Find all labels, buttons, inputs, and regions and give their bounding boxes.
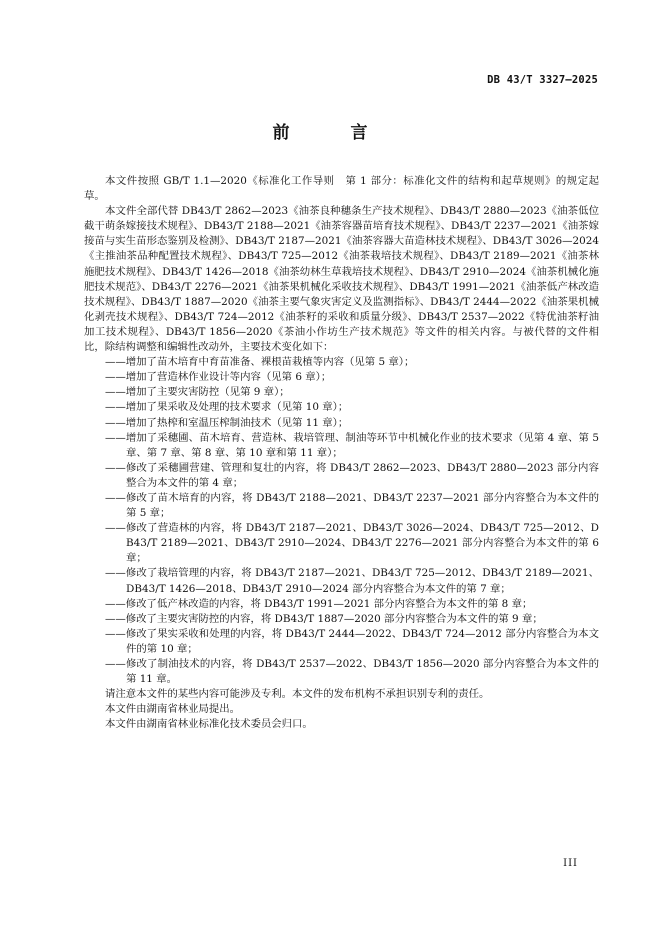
intro-paragraph: 本文件按照 GB/T 1.1—2020《标准化工作导则 第 1 部分：标准化文件的结构和起草规则》的规定起草。 — [84, 175, 599, 203]
replace-paragraph: 本文件全部代替 DB43/T 2862—2023《油茶良种穗条生产技术规程》、DB43/T 2880—2023《油茶低位截干萌条嫁接技术规程》、DB43/T 2188—2021《油茶容器苗培育技术规程》、DB43/T 2237—2021《油茶嫁接苗与实生苗形态鉴别及检测》、DB43/T 2187—2021《油茶容器大苗造林技术规程》、DB43/T 3026—2024《主推油茶品种配置技术规程》、DB43/T 725—2012《油茶栽培技术规程》、DB43/T 2189—2021《油茶林施肥技术规程》、DB43/T 1426—2018《油茶幼林生草栽培技术规程》、DB43/T 2910—2024《油茶机械化施肥技术规范》、DB43/T 2276—2021《油茶果机械化采收技术规程》、DB43/T 1991—2021《油茶低产林改造技术规程》、DB43/T 1887—2020《油茶主要气象灾害定义及监测指标》、DB43/T 2444—2022《油茶果机械化剥壳技术规程》、DB43/T 724—2012《油茶籽的采收和质量分级》、DB43/T 2537—2022《特优油茶籽油加工技术规程》、DB43/T 1856—2020《茶油小作坊生产技术规范》等文件的相关内容。与被代替的文件相比，除结构调整和编辑性改动外，主要技术变化如下： — [84, 205, 599, 354]
change-item: ——修改了苗木培育的内容，将 DB43/T 2188—2021、DB43/T 2237—2021 部分内容整合为本文件的第 5 章； — [105, 491, 599, 520]
change-item: ——修改了制油技术的内容，将 DB43/T 2537—2022、DB43/T 1856—2020 部分内容整合为本文件的第 11 章。 — [105, 658, 599, 686]
change-item: ——修改了主要灾害防控的内容，将 DB43/T 1887—2020 部分内容整合为本文件的第 9 章； — [105, 612, 543, 625]
change-item: ——增加了采穗圃、苗木培育、营造林、栽培管理、制油等环节中机械化作业的技术要求（见第 4 章、第 5 章、第 7 章、第 8 章、第 10 章和第 11 章）； — [105, 431, 599, 459]
change-item: ——增加了营造林作业设计等内容（见第 6 章）； — [105, 371, 332, 384]
document-body — [84, 174, 599, 732]
change-item: ——修改了采穗圃营建、管理和复壮的内容，将 DB43/T 2862—2023、DB43/T 2880—2023 部分内容整合为本文件的第 4 章； — [105, 461, 599, 489]
page-number: III — [563, 858, 578, 869]
changes-list — [84, 355, 599, 687]
change-item: ——增加了主要灾害防控（见第 9 章）； — [105, 386, 290, 399]
administrator-statement: 本文件由湖南省林业标准化技术委员会归口。 — [105, 718, 313, 731]
change-item: ——修改了低产林改造的内容，将 DB43/T 1991—2021 部分内容整合为本文件的第 8 章； — [105, 597, 533, 610]
change-item: ——增加了苗木培育中育苗准备、裸根苗栽植等内容（见第 5 章）； — [105, 356, 415, 369]
change-item: ——修改了栽培管理的内容，将 DB43/T 2187—2021、DB43/T 725—2012、DB43/T 2189—2021、DB43/T 1426—2018、DB43/T 2910—2024 部分内容整合为本文件的第 7 章； — [105, 567, 599, 595]
change-item: ——增加了果采收及处理的技术要求（见第 10 章）； — [105, 401, 349, 414]
proposer-statement: 本文件由湖南省林业局提出。 — [105, 703, 241, 716]
change-item: ——增加了热榨和室温压榨制油技术（见第 11 章）； — [105, 416, 349, 429]
change-item: ——修改了果实采收和处理的内容，将 DB43/T 2444—2022、DB43/T 724—2012 部分内容整合为本文件的第 10 章； — [105, 627, 599, 655]
change-item: ——修改了营造林的内容，将 DB43/T 2187—2021、DB43/T 3026—2024、DB43/T 725—2012、DB43/T 2189—2021、DB43/T 2910—2024、DB43/T 2276—2021 部分内容整合为本文件的第 6 章； — [105, 522, 599, 565]
page-title: 前 言 — [272, 123, 390, 143]
standard-code: DB 43/T 3327—2025 — [487, 74, 598, 86]
patent-notice: 请注意本文件的某些内容可能涉及专利。本文件的发布机构不承担识别专利的责任。 — [105, 688, 490, 701]
